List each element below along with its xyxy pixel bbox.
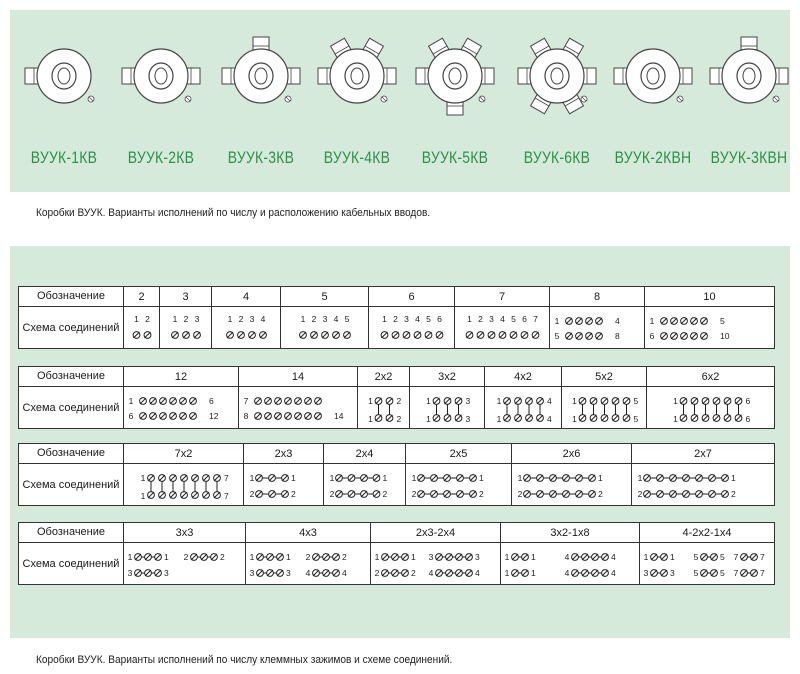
connection-schema-drawing xyxy=(325,465,404,505)
schema-cell xyxy=(550,307,645,349)
svg-text:7: 7 xyxy=(760,551,765,562)
svg-text:7: 7 xyxy=(733,567,739,578)
svg-text:1: 1 xyxy=(531,567,536,578)
svg-text:4: 4 xyxy=(428,567,434,578)
svg-text:8: 8 xyxy=(615,330,620,341)
connection-schema-drawing xyxy=(282,308,367,348)
svg-text:2: 2 xyxy=(517,488,523,499)
designation-header: Обозначение xyxy=(19,367,124,387)
junction-box-drawing xyxy=(508,14,606,138)
svg-text:5: 5 xyxy=(720,567,725,578)
svg-text:3: 3 xyxy=(322,313,328,324)
svg-text:4: 4 xyxy=(500,313,505,324)
designation-cell: 14 xyxy=(239,367,358,387)
svg-text:2: 2 xyxy=(183,313,189,324)
connection-schema-drawing xyxy=(456,308,548,348)
connection-schema-drawing xyxy=(161,308,210,348)
svg-text:6: 6 xyxy=(522,313,527,324)
svg-text:1: 1 xyxy=(368,413,373,424)
schema-cell xyxy=(647,387,775,429)
box-variant-label: ВУУК-5КВ xyxy=(421,148,489,167)
svg-text:2: 2 xyxy=(238,313,244,324)
svg-text:3: 3 xyxy=(249,313,255,324)
svg-text:3: 3 xyxy=(428,551,434,562)
svg-text:2: 2 xyxy=(145,313,150,324)
svg-text:1: 1 xyxy=(467,313,472,324)
svg-text:5: 5 xyxy=(693,551,699,562)
svg-text:12: 12 xyxy=(209,410,219,421)
svg-text:2: 2 xyxy=(382,488,388,499)
schema-header: Схема соединений xyxy=(19,543,124,585)
svg-text:2: 2 xyxy=(220,551,225,562)
schema-cell xyxy=(244,464,324,506)
svg-text:4: 4 xyxy=(415,313,420,324)
svg-text:1: 1 xyxy=(426,395,431,406)
box-variant-label: ВУУК-4КВ xyxy=(323,148,391,167)
connection-schema-drawing xyxy=(359,388,408,428)
svg-text:1: 1 xyxy=(411,551,416,562)
connection-schema-drawing xyxy=(370,308,453,348)
svg-text:1: 1 xyxy=(382,472,388,483)
svg-text:1: 1 xyxy=(496,395,502,406)
schema-cell xyxy=(124,307,160,349)
connection-schema-drawing xyxy=(411,388,483,428)
svg-text:1: 1 xyxy=(496,413,502,424)
svg-text:1: 1 xyxy=(637,472,643,483)
svg-text:1: 1 xyxy=(649,315,655,326)
svg-text:1: 1 xyxy=(249,551,255,562)
designation-header: Обозначение xyxy=(19,523,124,543)
connection-schema-drawing xyxy=(247,544,369,584)
svg-text:1: 1 xyxy=(329,472,335,483)
svg-text:3: 3 xyxy=(286,567,291,578)
designation-cell: 5 xyxy=(281,287,369,307)
svg-text:2: 2 xyxy=(329,488,335,499)
schemes-table-1 xyxy=(18,286,775,349)
svg-text:2: 2 xyxy=(393,313,398,324)
svg-text:5: 5 xyxy=(720,551,725,562)
svg-text:3: 3 xyxy=(194,313,200,324)
svg-text:1: 1 xyxy=(572,395,577,406)
svg-text:3: 3 xyxy=(489,313,494,324)
svg-text:1: 1 xyxy=(643,551,649,562)
svg-text:4: 4 xyxy=(564,567,570,578)
box-variant xyxy=(212,14,310,178)
schema-cell xyxy=(371,543,501,585)
caption-terminal-schemes: Коробки ВУУК. Варианты исполнений по числу клеммных зажимов и схеме соединений. xyxy=(36,654,453,666)
schema-header: Схема соединений xyxy=(19,464,124,506)
svg-text:2: 2 xyxy=(637,488,643,499)
box-variant-label: ВУУК-1КВ xyxy=(30,148,98,167)
designation-cell: 10 xyxy=(645,287,775,307)
designation-cell: 8 xyxy=(550,287,645,307)
svg-text:7: 7 xyxy=(224,472,229,483)
svg-text:1: 1 xyxy=(673,395,678,406)
schema-header: Схема соединений xyxy=(19,307,124,349)
schema-cell xyxy=(640,543,775,585)
designation-header: Обозначение xyxy=(19,287,124,307)
schemes-table-4 xyxy=(18,522,775,585)
schema-cell xyxy=(358,387,410,429)
svg-text:4: 4 xyxy=(260,313,266,324)
schema-cell xyxy=(281,307,369,349)
svg-text:1: 1 xyxy=(426,413,431,424)
schema-header: Схема соединений xyxy=(19,387,124,429)
designation-cell: 3x3 xyxy=(124,523,246,543)
designation-cell: 4x2 xyxy=(485,367,562,387)
svg-text:2: 2 xyxy=(249,488,255,499)
svg-text:2: 2 xyxy=(183,551,189,562)
junction-box-drawing xyxy=(700,14,798,138)
connection-schema-drawing xyxy=(648,388,773,428)
junction-box-drawing xyxy=(212,14,310,138)
box-variant xyxy=(604,14,702,178)
box-variant-label: ВУУК-2КВ xyxy=(127,148,195,167)
svg-text:1: 1 xyxy=(291,472,296,483)
schema-cell xyxy=(512,464,632,506)
junction-box-drawing xyxy=(308,14,406,138)
svg-text:3: 3 xyxy=(475,551,480,562)
designation-cell: 3x2-1x8 xyxy=(501,523,640,543)
caption-box-variants: Коробки ВУУК. Варианты исполнений по числу и расположению кабельных вводов. xyxy=(36,207,431,219)
schema-cell xyxy=(160,307,212,349)
svg-text:7: 7 xyxy=(533,313,538,324)
svg-text:3: 3 xyxy=(127,567,133,578)
svg-text:1: 1 xyxy=(286,551,291,562)
designation-cell: 2x7 xyxy=(632,444,775,464)
svg-text:6: 6 xyxy=(209,395,214,406)
svg-text:1: 1 xyxy=(300,313,306,324)
svg-text:4: 4 xyxy=(547,413,552,424)
designation-cell: 3 xyxy=(160,287,212,307)
svg-text:6: 6 xyxy=(745,413,751,424)
svg-text:1: 1 xyxy=(670,551,675,562)
svg-text:2: 2 xyxy=(598,488,603,499)
designation-cell: 2x5 xyxy=(406,444,512,464)
svg-text:3: 3 xyxy=(249,567,255,578)
svg-text:2: 2 xyxy=(396,413,402,424)
svg-text:5: 5 xyxy=(720,315,725,326)
designation-header: Обозначение xyxy=(19,444,124,464)
connection-schema-drawing xyxy=(646,308,773,348)
svg-text:1: 1 xyxy=(504,567,510,578)
junction-box-drawing xyxy=(112,14,210,138)
svg-text:6: 6 xyxy=(745,395,751,406)
svg-text:5: 5 xyxy=(554,330,560,341)
svg-text:5: 5 xyxy=(633,395,639,406)
svg-text:14: 14 xyxy=(334,410,344,421)
svg-text:5: 5 xyxy=(633,413,639,424)
svg-text:4: 4 xyxy=(475,567,480,578)
box-variant xyxy=(112,14,210,178)
svg-text:3: 3 xyxy=(643,567,649,578)
svg-text:8: 8 xyxy=(243,410,249,421)
schema-cell xyxy=(324,464,406,506)
svg-text:4: 4 xyxy=(564,551,570,562)
designation-cell: 5x2 xyxy=(562,367,647,387)
svg-text:1: 1 xyxy=(140,472,146,483)
svg-text:2: 2 xyxy=(396,395,402,406)
box-variant xyxy=(406,14,504,178)
svg-text:1: 1 xyxy=(531,551,536,562)
schema-cell xyxy=(239,387,358,429)
svg-text:2: 2 xyxy=(305,551,311,562)
svg-text:4: 4 xyxy=(611,551,616,562)
connection-schema-drawing xyxy=(125,388,237,428)
svg-text:2: 2 xyxy=(311,313,317,324)
svg-text:4: 4 xyxy=(333,313,339,324)
designation-row xyxy=(19,287,775,307)
schema-cell xyxy=(562,387,647,429)
designation-cell: 6x2 xyxy=(647,367,775,387)
box-variant-label: ВУУК-3КВН xyxy=(710,148,788,167)
svg-text:1: 1 xyxy=(411,472,417,483)
box-variant xyxy=(508,14,606,178)
svg-text:7: 7 xyxy=(243,395,249,406)
svg-text:1: 1 xyxy=(673,413,678,424)
designation-cell: 4 xyxy=(212,287,281,307)
svg-text:1: 1 xyxy=(382,313,387,324)
svg-text:6: 6 xyxy=(128,410,134,421)
schema-cell xyxy=(485,387,562,429)
svg-text:4: 4 xyxy=(611,567,616,578)
svg-text:1: 1 xyxy=(172,313,178,324)
box-variant xyxy=(308,14,406,178)
schema-cell xyxy=(410,387,485,429)
designation-cell: 6 xyxy=(369,287,455,307)
svg-text:3: 3 xyxy=(465,395,471,406)
svg-text:2: 2 xyxy=(411,488,417,499)
svg-text:1: 1 xyxy=(374,551,380,562)
connection-schema-drawing xyxy=(633,465,773,505)
svg-text:1: 1 xyxy=(164,551,169,562)
svg-text:4: 4 xyxy=(342,567,347,578)
designation-cell: 2x2 xyxy=(358,367,410,387)
connection-schema-drawing xyxy=(486,388,560,428)
designation-row xyxy=(19,523,775,543)
svg-text:1: 1 xyxy=(517,472,523,483)
connection-schema-drawing xyxy=(125,465,242,505)
connection-schema-drawing xyxy=(372,544,499,584)
designation-cell: 2x6 xyxy=(512,444,632,464)
connection-schema-drawing xyxy=(641,544,773,584)
svg-text:7: 7 xyxy=(224,490,229,501)
svg-text:6: 6 xyxy=(437,313,442,324)
svg-text:1: 1 xyxy=(140,490,146,501)
designation-cell: 12 xyxy=(124,367,239,387)
svg-text:2: 2 xyxy=(411,567,416,578)
box-variant-label: ВУУК-6КВ xyxy=(523,148,591,167)
designation-cell: 2x3 xyxy=(244,444,324,464)
designation-cell: 3x2 xyxy=(410,367,485,387)
svg-text:6: 6 xyxy=(649,330,655,341)
designation-cell: 7 xyxy=(455,287,550,307)
connection-schema-drawing xyxy=(125,544,244,584)
svg-text:1: 1 xyxy=(598,472,603,483)
schema-cell xyxy=(246,543,371,585)
schema-cell xyxy=(501,543,640,585)
svg-text:1: 1 xyxy=(572,413,577,424)
box-variant xyxy=(15,14,113,178)
svg-text:2: 2 xyxy=(479,488,484,499)
connection-schema-drawing xyxy=(551,308,643,348)
schemes-table-3 xyxy=(18,443,775,506)
svg-text:3: 3 xyxy=(670,567,675,578)
connection-schema-drawing xyxy=(245,465,322,505)
designation-cell: 2x3-2x4 xyxy=(371,523,501,543)
connection-schema-drawing xyxy=(502,544,638,584)
svg-text:7: 7 xyxy=(760,567,765,578)
schema-cell xyxy=(124,464,244,506)
connection-schema-drawing xyxy=(240,388,356,428)
svg-text:7: 7 xyxy=(733,551,739,562)
connection-schema-drawing xyxy=(513,465,630,505)
schema-cell xyxy=(212,307,281,349)
svg-text:1: 1 xyxy=(127,551,133,562)
svg-text:4: 4 xyxy=(547,395,552,406)
junction-box-drawing xyxy=(406,14,504,138)
connection-schema-drawing xyxy=(407,465,510,505)
svg-text:2: 2 xyxy=(478,313,483,324)
svg-text:5: 5 xyxy=(426,313,431,324)
svg-text:1: 1 xyxy=(249,472,255,483)
schema-row xyxy=(19,464,775,506)
schema-cell xyxy=(406,464,512,506)
svg-text:2: 2 xyxy=(731,488,736,499)
schema-cell xyxy=(124,387,239,429)
svg-text:1: 1 xyxy=(504,551,510,562)
svg-text:2: 2 xyxy=(374,567,380,578)
svg-text:3: 3 xyxy=(164,567,169,578)
designation-cell: 2 xyxy=(124,287,160,307)
box-variant-label: ВУУК-2КВН xyxy=(614,148,692,167)
svg-text:2: 2 xyxy=(291,488,296,499)
designation-cell: 4-2x2-1x4 xyxy=(640,523,775,543)
designation-row xyxy=(19,367,775,387)
schema-row xyxy=(19,387,775,429)
svg-text:4: 4 xyxy=(305,567,311,578)
connection-schema-drawing xyxy=(563,388,645,428)
connection-schema-drawing xyxy=(125,308,158,348)
svg-text:1: 1 xyxy=(134,313,139,324)
svg-text:2: 2 xyxy=(342,551,347,562)
box-variant xyxy=(700,14,798,178)
schema-cell xyxy=(124,543,246,585)
schema-cell xyxy=(645,307,775,349)
schema-cell xyxy=(455,307,550,349)
svg-text:10: 10 xyxy=(720,330,730,341)
svg-text:1: 1 xyxy=(368,395,373,406)
svg-text:1: 1 xyxy=(554,315,560,326)
svg-text:5: 5 xyxy=(693,567,699,578)
schemes-table-2 xyxy=(18,366,775,429)
schema-cell xyxy=(369,307,455,349)
designation-cell: 4x3 xyxy=(246,523,371,543)
schema-row xyxy=(19,307,775,349)
designation-row xyxy=(19,444,775,464)
svg-text:3: 3 xyxy=(465,413,471,424)
schema-row xyxy=(19,543,775,585)
svg-text:1: 1 xyxy=(227,313,233,324)
junction-box-drawing xyxy=(15,14,113,138)
designation-cell: 7x2 xyxy=(124,444,244,464)
designation-cell: 2x4 xyxy=(324,444,406,464)
junction-box-drawing xyxy=(604,14,702,138)
svg-text:5: 5 xyxy=(511,313,516,324)
svg-text:4: 4 xyxy=(615,315,620,326)
svg-text:1: 1 xyxy=(479,472,484,483)
svg-text:1: 1 xyxy=(731,472,736,483)
connection-schema-drawing xyxy=(213,308,279,348)
box-variant-label: ВУУК-3КВ xyxy=(227,148,295,167)
svg-text:1: 1 xyxy=(128,395,134,406)
svg-text:5: 5 xyxy=(344,313,350,324)
svg-text:3: 3 xyxy=(404,313,409,324)
schema-cell xyxy=(632,464,775,506)
